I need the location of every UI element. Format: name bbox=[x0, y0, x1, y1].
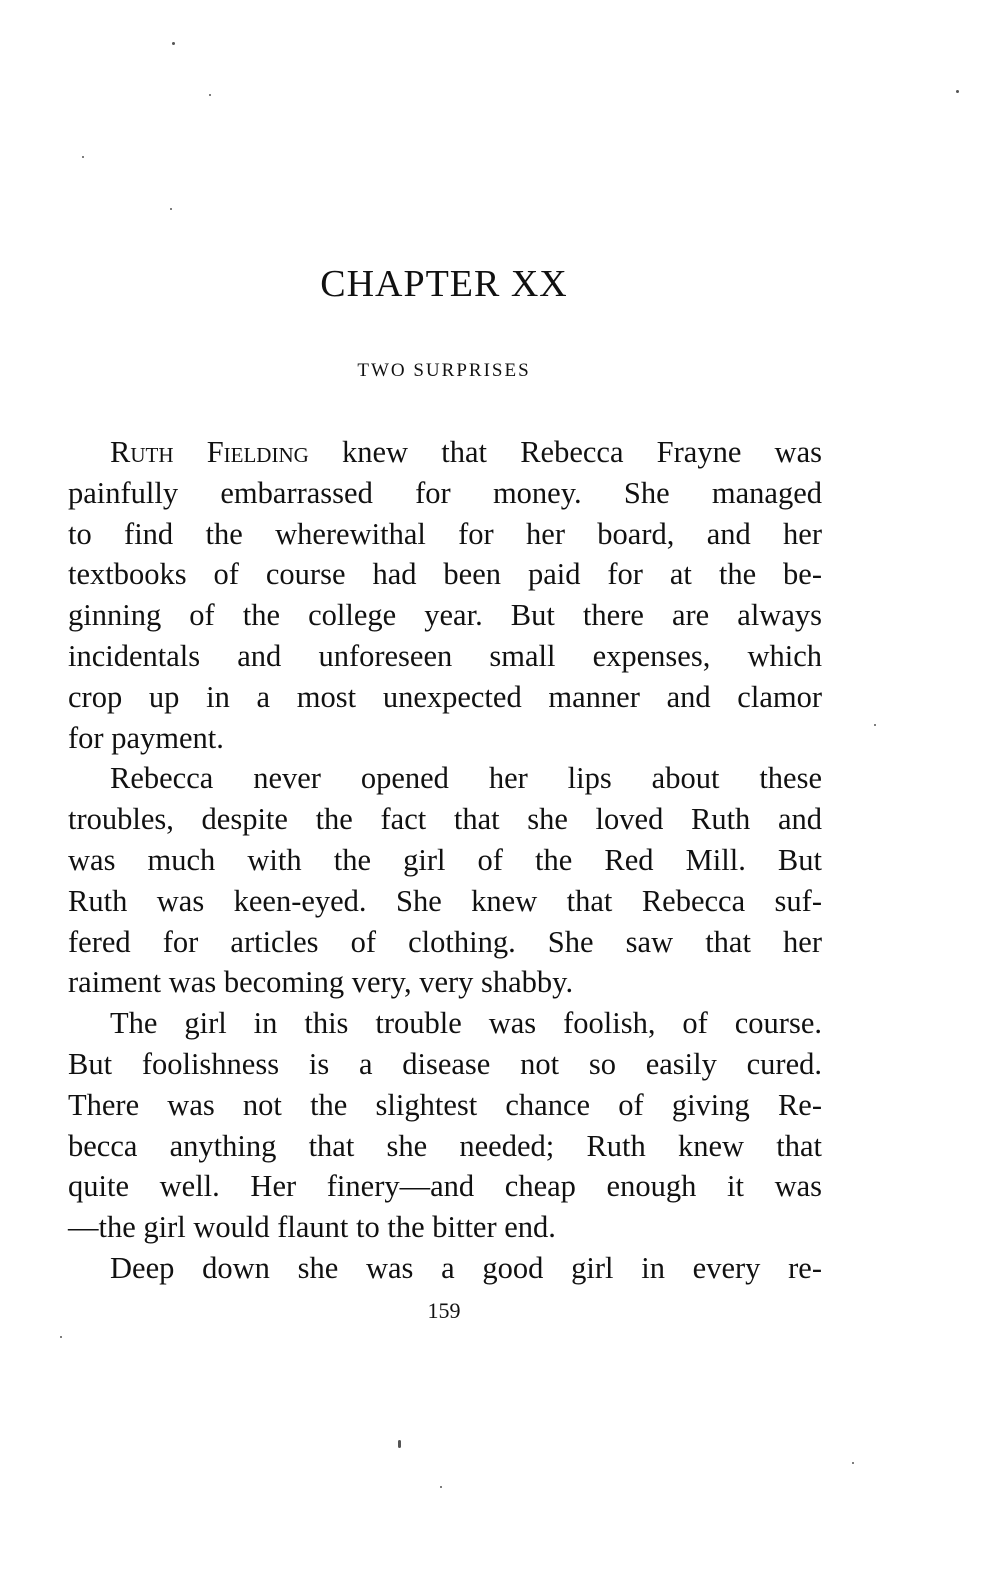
chapter-body bbox=[68, 432, 822, 1289]
text-line: painfully embarrassed for money. She managed bbox=[68, 475, 822, 510]
text-line: Ruth was keen-eyed. She knew that Rebecca suf- bbox=[68, 883, 822, 918]
paragraph-4 bbox=[68, 1248, 822, 1289]
text-line: for payment. bbox=[68, 720, 224, 755]
scan-speck bbox=[209, 94, 211, 96]
text-line: crop up in a most unexpected manner and clamor bbox=[68, 679, 822, 714]
chapter-title: CHAPTER XX bbox=[320, 263, 568, 305]
text-line: —the girl would flaunt to the bitter end. bbox=[68, 1210, 556, 1245]
page-number: 159 bbox=[427, 1298, 461, 1323]
text-line: to find the wherewithal for her board, and her bbox=[68, 516, 822, 551]
text-line: troubles, despite the fact that she loved Ruth and bbox=[68, 802, 822, 837]
text-line: textbooks of course had been paid for at the be- bbox=[68, 557, 822, 592]
text-line: quite well. Her finery—and cheap enough it was bbox=[68, 1169, 822, 1204]
text-line: Rebecca never opened her lips about these bbox=[110, 761, 822, 796]
text-line: fered for articles of clothing. She saw that her bbox=[68, 924, 822, 959]
scan-speck bbox=[60, 1336, 62, 1338]
opening-small-caps: Ruth Fielding bbox=[110, 435, 309, 469]
text-line: ginning of the college year. But there are always bbox=[68, 598, 822, 633]
scan-speck bbox=[82, 156, 84, 158]
text-line-content: knew that Rebecca Frayne was bbox=[308, 435, 822, 469]
scan-speck bbox=[852, 1462, 854, 1464]
scan-speck bbox=[172, 42, 175, 45]
text-line: becca anything that she needed; Ruth knew that bbox=[68, 1128, 822, 1163]
text-line: Deep down she was a good girl in every re- bbox=[110, 1250, 822, 1285]
paragraph-2 bbox=[68, 758, 822, 1003]
text-line: There was not the slightest chance of giving Re- bbox=[68, 1087, 822, 1122]
text-line: But foolishness is a disease not so easily cured. bbox=[68, 1046, 822, 1081]
text-line: was much with the girl of the Red Mill. But bbox=[68, 842, 822, 877]
scan-speck bbox=[440, 1486, 442, 1488]
paragraph-3 bbox=[68, 1003, 822, 1248]
text-line: incidentals and unforeseen small expenses, which bbox=[68, 638, 822, 673]
paragraph-1 bbox=[68, 432, 822, 758]
text-line bbox=[68, 432, 822, 473]
scan-speck bbox=[956, 90, 959, 93]
scan-speck bbox=[874, 724, 876, 726]
scan-speck bbox=[170, 208, 172, 210]
text-line: raiment was becoming very, very shabby. bbox=[68, 965, 574, 1000]
text-line: The girl in this trouble was foolish, of course. bbox=[110, 1006, 822, 1041]
chapter-subtitle: TWO SURPRISES bbox=[357, 360, 531, 381]
scan-speck bbox=[398, 1440, 401, 1448]
